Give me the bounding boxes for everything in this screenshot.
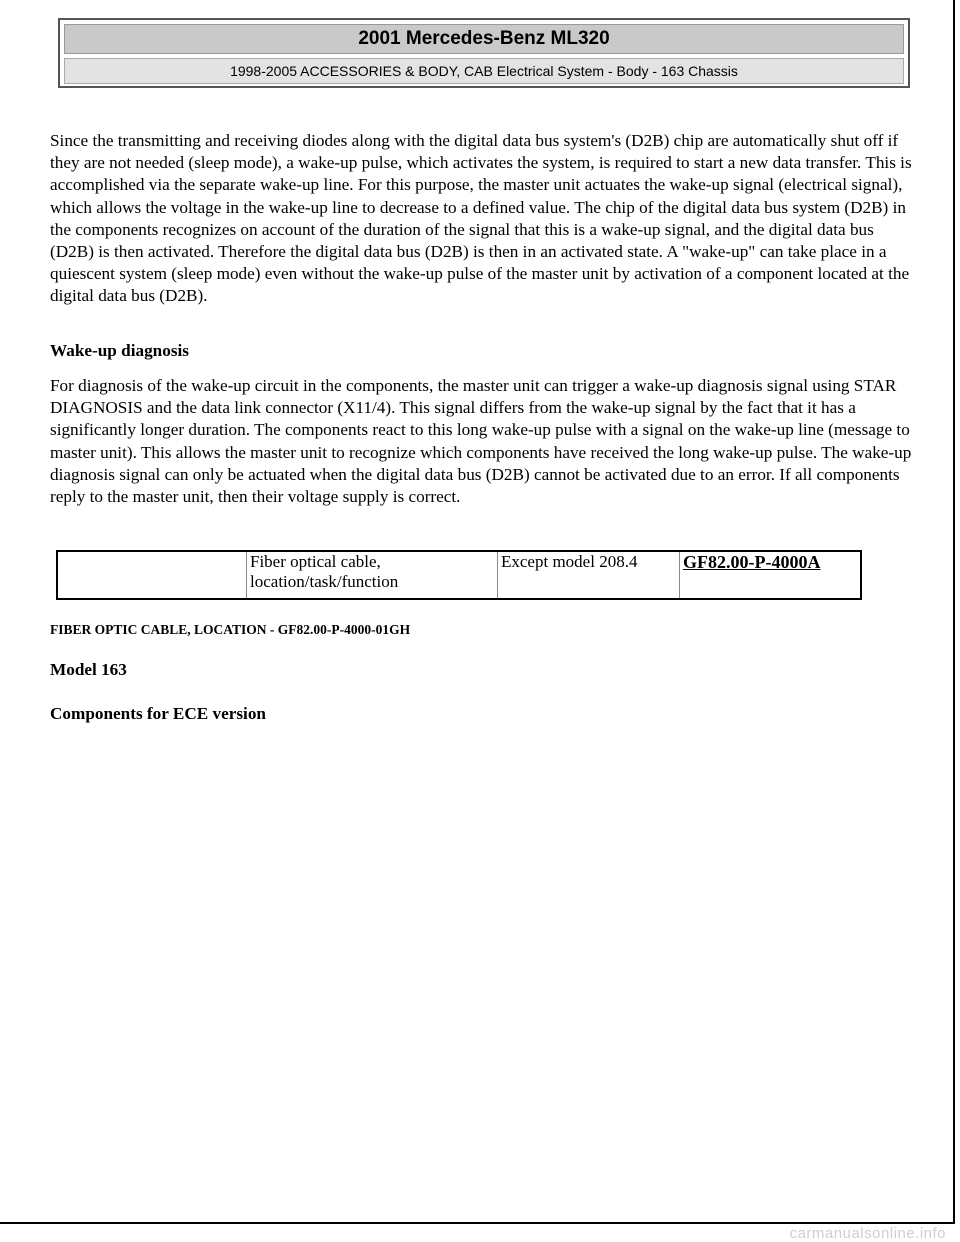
wakeup-paragraph: For diagnosis of the wake-up circuit in the components, the master unit can trigger a wake-up diagnosis signal using STAR DIAGNOSIS and the data link connector (X11/4). This signal differs from the wake-up signal by the fact that it has a significantly longer duration. The components react to this long wake-up pulse with a signal on the wake-up line (message to master unit). This allows the master unit to recognize which components have received the long wake-up pulse. The wake-up diagnosis signal can only be actuated when the digital data bus (D2B) cannot be activated due to an error. If all components reply to the master unit, then their voltage supply is correct. [50,376,912,507]
table-cell-applicability: Except model 208.4 [498,551,680,599]
section-title: FIBER OPTIC CABLE, LOCATION - GF82.00-P-4000-01GH [50,622,411,637]
table-cell-description: Fiber optical cable, location/task/function [247,551,498,599]
document-header [58,18,910,88]
wakeup-heading: Wake-up diagnosis [50,341,189,360]
table-cell-empty [57,551,247,599]
reference-table [56,550,862,600]
table-cell-link[interactable] [680,551,862,599]
document-link[interactable]: GF82.00-P-4000A [683,552,821,572]
components-heading: Components for ECE version [50,704,266,723]
intro-paragraph: Since the transmitting and receiving diodes along with the digital data bus system's (D2B) chip are automatically shut off if they are not needed (sleep mode), a wake-up pulse, which activates the system, is required to start a new data transfer. This is accomplished via the separate wake-up line. For this purpose, the master unit actuates the wake-up signal (electrical signal), which allows the voltage in the wake-up line to decrease to a defined value. The chip of the digital data bus system (D2B) in the components recognizes on account of the duration of the signal that this is a wake-up signal, and the digital data bus (D2B) is then activated. Therefore the digital data bus (D2B) is then in an activated state. A "wake-up" can take place in a quiescent system (sleep mode) even without the wake-up pulse of the master unit by activation of a component located at the digital data bus (D2B). [50,131,912,306]
header-subtitle: 1998-2005 ACCESSORIES & BODY, CAB Electrical System - Body - 163 Chassis [64,58,904,84]
watermark: carmanualsonline.info [789,1225,946,1242]
model-heading: Model 163 [50,660,127,679]
table-row [57,551,861,599]
header-title: 2001 Mercedes-Benz ML320 [64,24,904,54]
